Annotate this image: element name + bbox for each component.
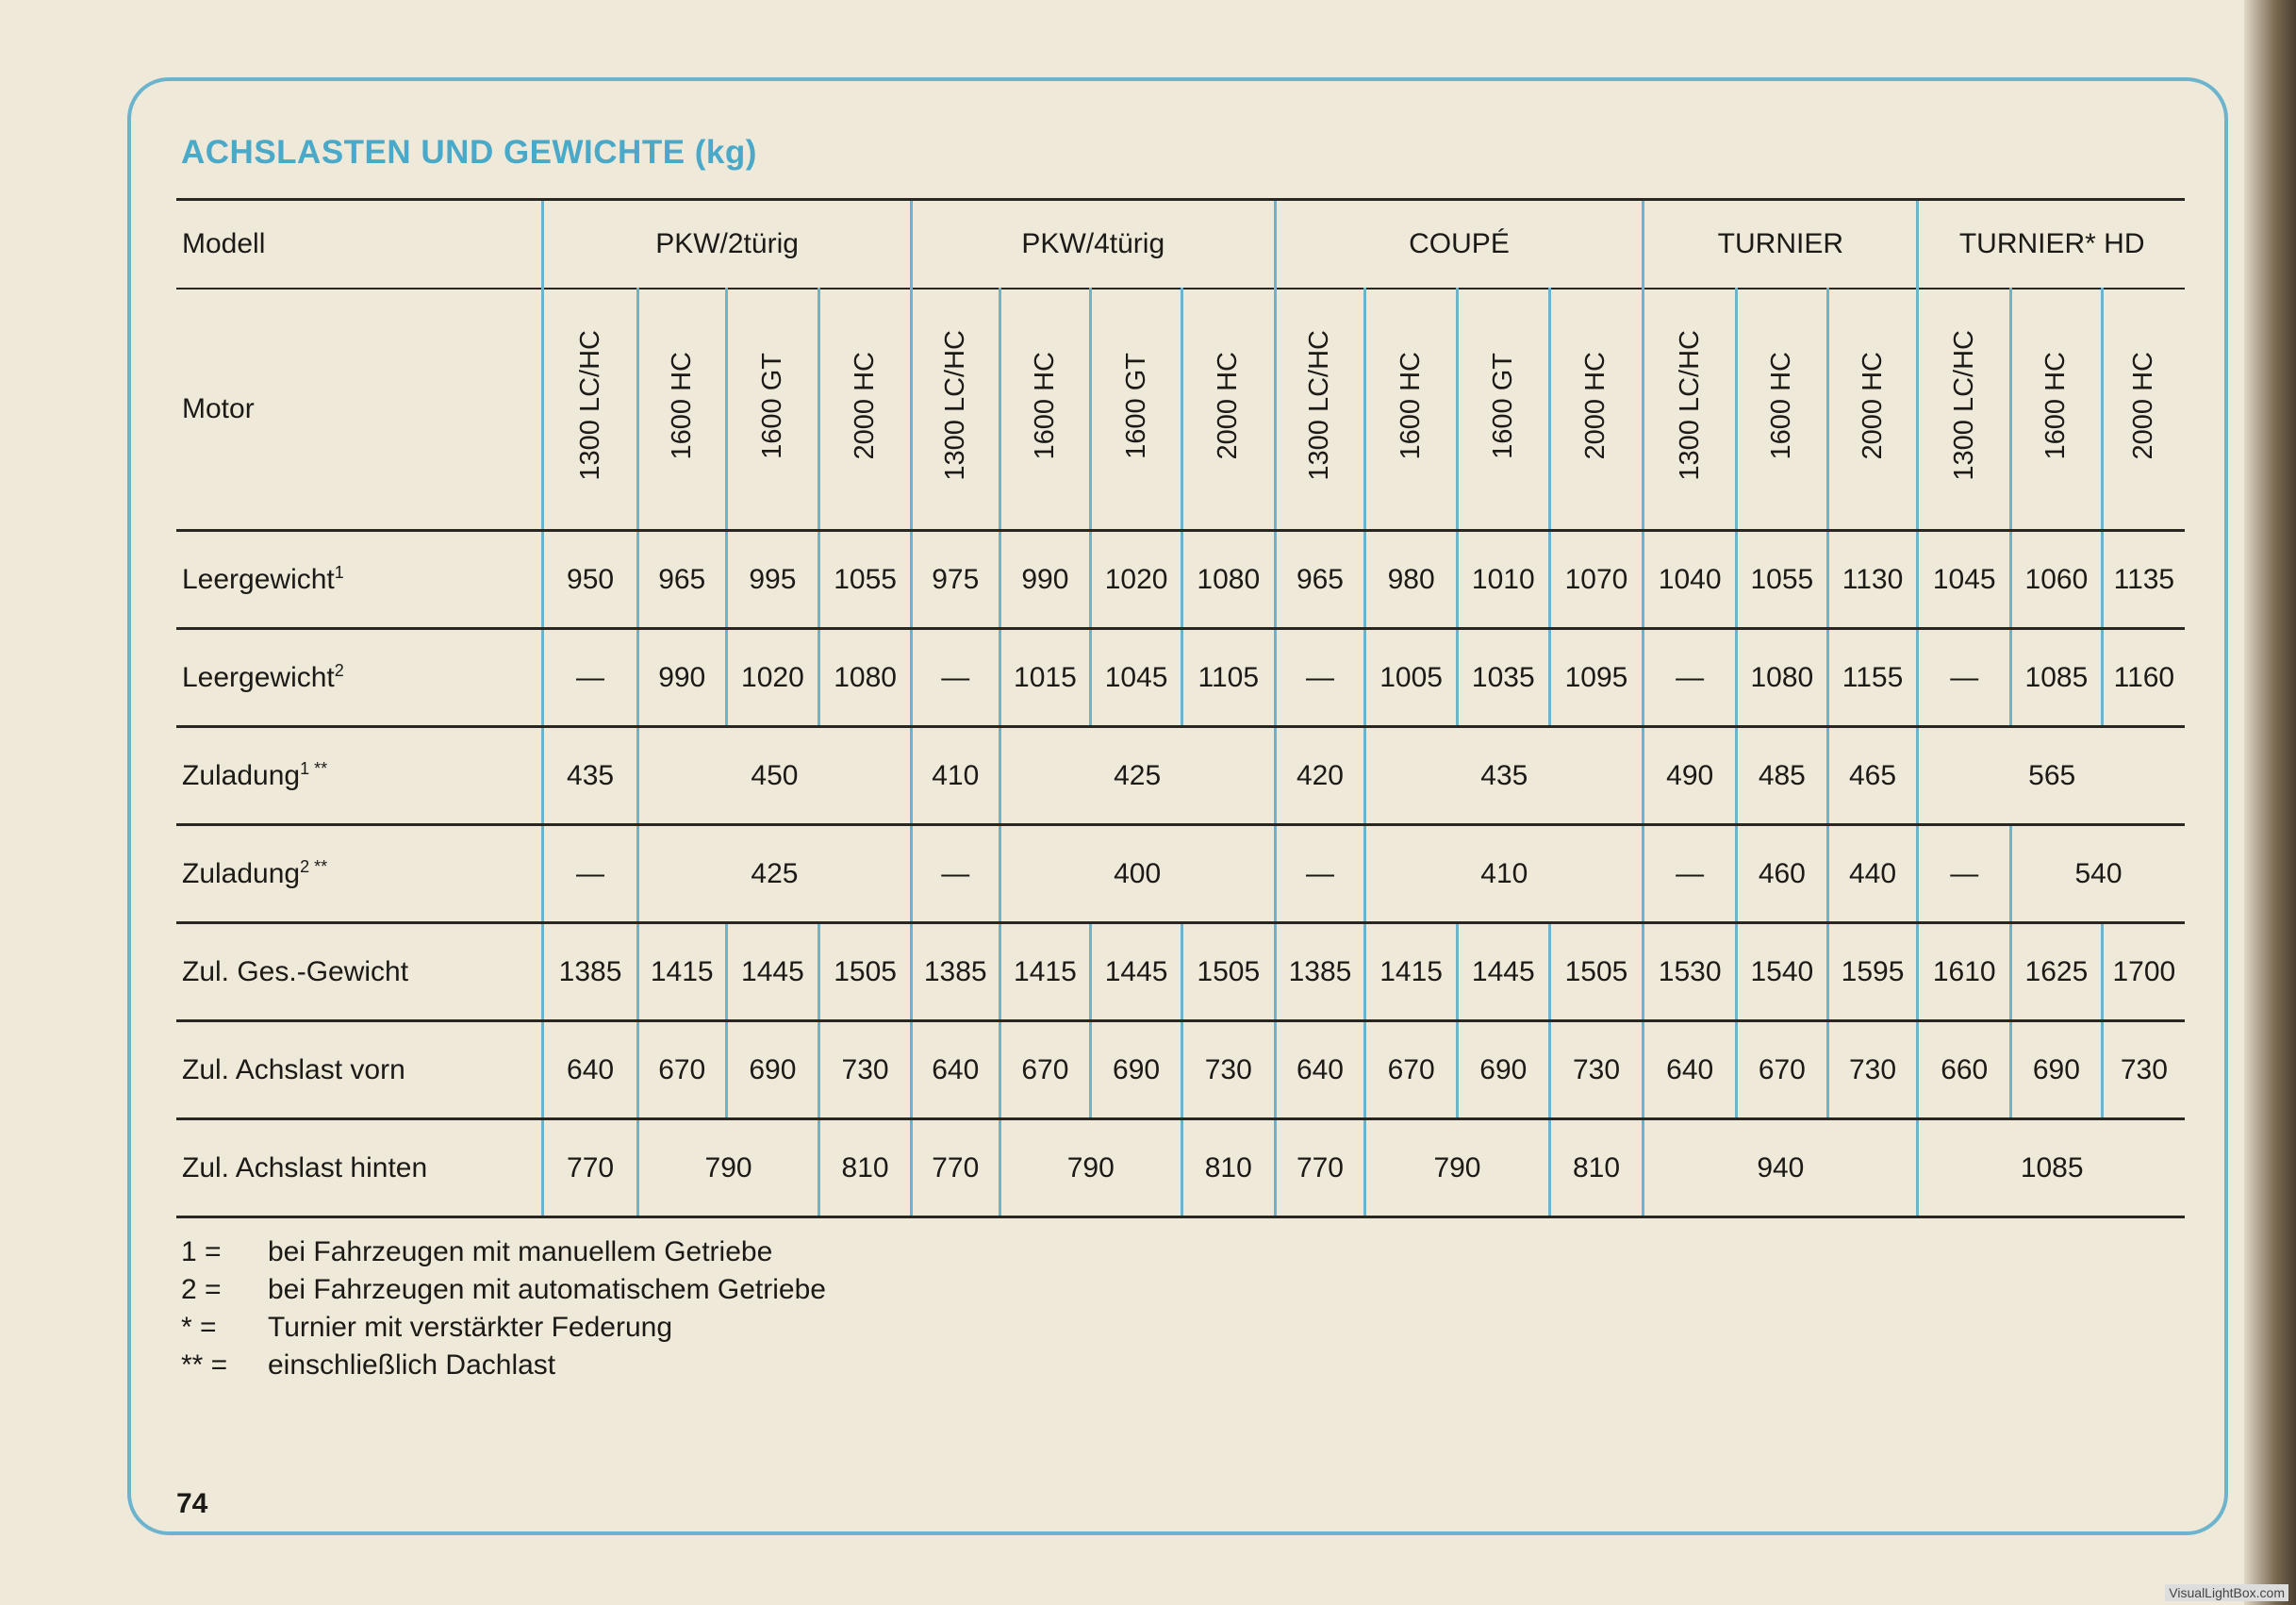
table-cell: 1505 [819, 923, 912, 1021]
motor-label-text: 1600 HC [1766, 351, 1797, 460]
table-cell: 980 [1365, 531, 1458, 629]
table-row [176, 923, 2185, 1021]
table-cell: 790 [999, 1119, 1181, 1217]
table-row [176, 727, 2185, 825]
table-cell: 1445 [1091, 923, 1182, 1021]
table-cell: 640 [543, 1021, 638, 1119]
table-row [176, 629, 2185, 727]
row-label [176, 923, 543, 1021]
table-cell: 410 [1365, 825, 1644, 923]
table-cell: 810 [1549, 1119, 1644, 1217]
footnote-text: bei Fahrzeugen mit automatischem Getriebe [268, 1274, 826, 1305]
table-cell: 940 [1644, 1119, 1918, 1217]
row-label [176, 531, 543, 629]
motor-header-cell [1365, 289, 1458, 531]
model-label: Modell [176, 200, 543, 290]
table-cell: 1085 [2011, 629, 2103, 727]
motor-label-text: 1600 GT [1487, 352, 1518, 459]
table-cell: 690 [1091, 1021, 1182, 1119]
footnote-key: 2 = [181, 1274, 222, 1305]
table-cell: 490 [1644, 727, 1737, 825]
table-cell: 690 [2011, 1021, 2103, 1119]
table-cell: 425 [637, 825, 911, 923]
motor-label-text: 1300 LC/HC [1948, 330, 1979, 481]
table-cell: 730 [2102, 1021, 2185, 1119]
table-cell: 1415 [1365, 923, 1458, 1021]
table-cell: 1385 [543, 923, 638, 1021]
row-label-text: Leergewicht [182, 564, 335, 595]
row-label-text: Zul. Achslast hinten [182, 1151, 428, 1183]
table-cell: 670 [1737, 1021, 1828, 1119]
footnote-key: ** = [181, 1349, 228, 1381]
table-cell: 1155 [1827, 629, 1918, 727]
table-cell: 1105 [1181, 629, 1275, 727]
table-cell: 1035 [1457, 629, 1549, 727]
table-cell: 1700 [2102, 923, 2185, 1021]
table-cell: — [1275, 825, 1365, 923]
table-cell: — [1275, 629, 1365, 727]
table-cell: 450 [637, 727, 911, 825]
table-cell: 1095 [1549, 629, 1644, 727]
weights-table [176, 198, 2185, 1218]
header-row-model [176, 200, 2185, 290]
page-edge [2244, 0, 2296, 1605]
group-header: PKW/4türig [911, 200, 1275, 290]
table-cell: 1045 [1918, 531, 2011, 629]
table-cell: 425 [999, 727, 1275, 825]
table-cell: 995 [726, 531, 819, 629]
table-cell: 1445 [726, 923, 819, 1021]
table-cell: 1540 [1737, 923, 1828, 1021]
footnote-text: einschließlich Dachlast [268, 1349, 556, 1381]
table-cell: 1415 [637, 923, 726, 1021]
table-cell: 1010 [1457, 531, 1549, 629]
table-cell: 670 [999, 1021, 1091, 1119]
table-row [176, 825, 2185, 923]
table-cell: — [1918, 629, 2011, 727]
table-cell: 1015 [999, 629, 1091, 727]
table-cell: 1415 [999, 923, 1091, 1021]
row-label-text: Zul. Ges.-Gewicht [182, 955, 409, 987]
motor-label-text: 2000 HC [850, 351, 881, 460]
motor-header-cell [1549, 289, 1644, 531]
row-label-text: Zul. Achslast vorn [182, 1053, 405, 1085]
table-cell: 1385 [911, 923, 999, 1021]
table-cell: 690 [1457, 1021, 1549, 1119]
motor-header-cell [819, 289, 912, 531]
table-cell: 565 [1918, 727, 2185, 825]
table-cell: 1505 [1181, 923, 1275, 1021]
table-cell: 670 [637, 1021, 726, 1119]
table-cell: 770 [911, 1119, 999, 1217]
motor-header-cell [1827, 289, 1918, 531]
motor-header-cell [1275, 289, 1365, 531]
motor-label-text: 1600 HC [666, 351, 697, 460]
row-label-text: Zuladung [182, 760, 301, 791]
table-cell: 770 [1275, 1119, 1365, 1217]
table-cell: 990 [637, 629, 726, 727]
motor-header-cell [637, 289, 726, 531]
motor-label-text: 2000 HC [1857, 351, 1888, 460]
table-cell: 810 [819, 1119, 912, 1217]
table-cell: 1055 [1737, 531, 1828, 629]
footnote-key: 1 = [181, 1236, 222, 1267]
table-cell: 950 [543, 531, 638, 629]
motor-header-cell [1737, 289, 1828, 531]
table-cell: 435 [1365, 727, 1644, 825]
table-cell: 690 [726, 1021, 819, 1119]
motor-header-cell [726, 289, 819, 531]
motor-label: Motor [176, 289, 543, 531]
group-header: TURNIER* HD [1918, 200, 2185, 290]
table-cell: 1020 [726, 629, 819, 727]
table-cell: — [911, 629, 999, 727]
table-row [176, 1021, 2185, 1119]
table-row [176, 1119, 2185, 1217]
row-label [176, 629, 543, 727]
motor-header-cell [1644, 289, 1737, 531]
table-cell: 790 [1365, 1119, 1549, 1217]
row-label [176, 825, 543, 923]
table-cell: 420 [1275, 727, 1365, 825]
table-cell: 730 [1827, 1021, 1918, 1119]
motor-header-cell [1918, 289, 2011, 531]
page-number: 74 [176, 1488, 208, 1519]
table-cell: 460 [1737, 825, 1828, 923]
table-cell: 965 [637, 531, 726, 629]
row-label [176, 1119, 543, 1217]
table-cell: 1135 [2102, 531, 2185, 629]
table-cell: 660 [1918, 1021, 2011, 1119]
row-label-footnote: 2 [334, 661, 344, 680]
table-cell: 1040 [1644, 531, 1737, 629]
motor-label-text: 1300 LC/HC [574, 330, 605, 481]
group-header: TURNIER [1644, 200, 1918, 290]
table-cell: 1385 [1275, 923, 1365, 1021]
table-cell: 485 [1737, 727, 1828, 825]
table-cell: — [1918, 825, 2011, 923]
motor-label-text: 1300 LC/HC [1304, 330, 1335, 481]
table-cell: 440 [1827, 825, 1918, 923]
motor-label-text: 1600 HC [2040, 351, 2072, 460]
motor-label-text: 1600 GT [1120, 352, 1151, 459]
table-cell: 1020 [1091, 531, 1182, 629]
footnote-item [181, 1309, 826, 1347]
table-cell: 790 [637, 1119, 818, 1217]
table-cell: 1085 [1918, 1119, 2185, 1217]
table-cell: 1070 [1549, 531, 1644, 629]
table-cell: 1505 [1549, 923, 1644, 1021]
table-cell: 670 [1365, 1021, 1458, 1119]
motor-header-cell [1181, 289, 1275, 531]
motor-label-text: 1600 GT [756, 352, 787, 459]
footnote-text: bei Fahrzeugen mit manuellem Getriebe [268, 1236, 773, 1267]
motor-header-cell [543, 289, 638, 531]
table-cell: 730 [1549, 1021, 1644, 1119]
motor-label-text: 2000 HC [2128, 351, 2159, 460]
table-cell: 1080 [1737, 629, 1828, 727]
table-cell: — [911, 825, 999, 923]
table-cell: 730 [1181, 1021, 1275, 1119]
table-cell: 540 [2011, 825, 2185, 923]
row-label-footnote: 2 ** [300, 857, 328, 876]
table-cell: — [543, 825, 638, 923]
table-cell: 1445 [1457, 923, 1549, 1021]
table-cell: 1530 [1644, 923, 1737, 1021]
page-title: ACHSLASTEN UND GEWICHTE (kg) [181, 134, 757, 171]
footnote-item [181, 1347, 826, 1384]
table-cell: 1080 [819, 629, 912, 727]
motor-label-text: 1300 LC/HC [939, 330, 970, 481]
table-cell: 1045 [1091, 629, 1182, 727]
table-cell: — [1644, 629, 1737, 727]
row-label-text: Zuladung [182, 858, 301, 889]
table-cell: — [1644, 825, 1737, 923]
footnote-key: * = [181, 1312, 217, 1343]
row-label [176, 727, 543, 825]
table-cell: 465 [1827, 727, 1918, 825]
footnote-item [181, 1233, 826, 1271]
motor-label-text: 2000 HC [1580, 351, 1611, 460]
motor-header-cell [1091, 289, 1182, 531]
table-cell: 1160 [2102, 629, 2185, 727]
weights-table-wrap [176, 198, 2185, 1218]
footnotes [181, 1233, 826, 1384]
motor-label-text: 1600 HC [1029, 351, 1060, 460]
table-cell: 1055 [819, 531, 912, 629]
row-label-text: Leergewicht [182, 662, 335, 693]
motor-label-text: 1600 HC [1396, 351, 1427, 460]
motor-label-text: 2000 HC [1213, 351, 1244, 460]
row-label-footnote: 1 ** [300, 759, 328, 778]
table-cell: 1610 [1918, 923, 2011, 1021]
table-cell: 640 [911, 1021, 999, 1119]
table-cell: — [543, 629, 638, 727]
table-cell: 1130 [1827, 531, 1918, 629]
table-cell: 1595 [1827, 923, 1918, 1021]
table-cell: 965 [1275, 531, 1365, 629]
table-row [176, 531, 2185, 629]
table-cell: 1060 [2011, 531, 2103, 629]
table-cell: 1005 [1365, 629, 1458, 727]
table-cell: 730 [819, 1021, 912, 1119]
watermark-credit: VisualLightBox.com [2165, 1584, 2288, 1601]
row-label [176, 1021, 543, 1119]
table-cell: 435 [543, 727, 638, 825]
table-cell: 640 [1644, 1021, 1737, 1119]
table-cell: 810 [1181, 1119, 1275, 1217]
motor-header-cell [911, 289, 999, 531]
footnote-text: Turnier mit verstärkter Federung [268, 1312, 673, 1343]
table-cell: 400 [999, 825, 1275, 923]
motor-label-text: 1300 LC/HC [1674, 330, 1705, 481]
group-header: PKW/2türig [543, 200, 912, 290]
table-cell: 1625 [2011, 923, 2103, 1021]
table-cell: 1080 [1181, 531, 1275, 629]
row-label-footnote: 1 [334, 563, 344, 582]
group-header: COUPÉ [1275, 200, 1644, 290]
footnote-item [181, 1271, 826, 1309]
table-cell: 640 [1275, 1021, 1365, 1119]
motor-header-cell [2102, 289, 2185, 531]
table-cell: 990 [999, 531, 1091, 629]
table-cell: 975 [911, 531, 999, 629]
motor-header-cell [999, 289, 1091, 531]
table-cell: 410 [911, 727, 999, 825]
motor-header-cell [2011, 289, 2103, 531]
motor-header-cell [1457, 289, 1549, 531]
header-row-motor [176, 289, 2185, 531]
table-cell: 770 [543, 1119, 638, 1217]
